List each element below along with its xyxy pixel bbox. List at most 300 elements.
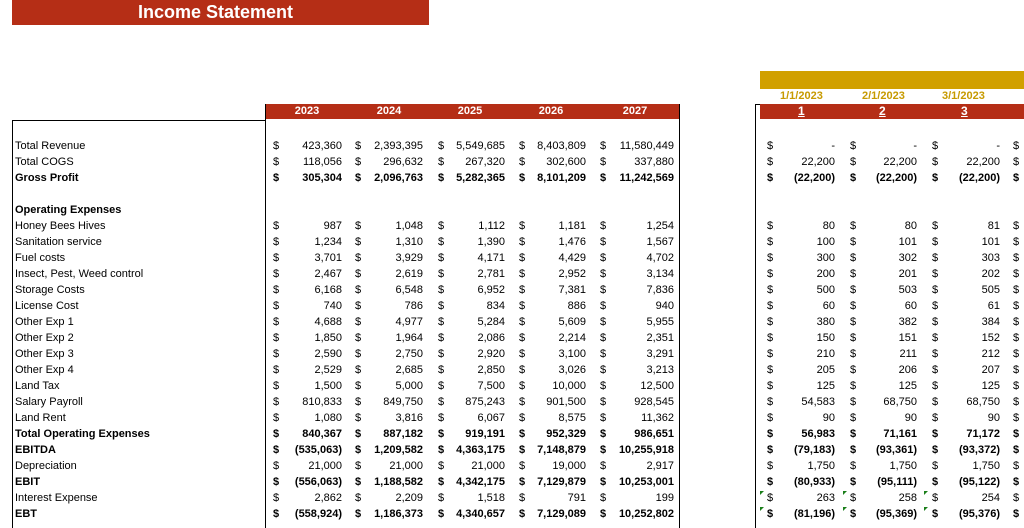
month-date-cell[interactable]: 1/1/2023 bbox=[780, 90, 823, 102]
annual-value-cell[interactable]: 791 bbox=[567, 492, 586, 504]
monthly-value-cell[interactable]: 22,200 bbox=[966, 156, 1000, 168]
annual-value-cell[interactable]: 6,168 bbox=[314, 284, 342, 296]
monthly-value-cell[interactable]: (22,200) bbox=[959, 172, 1000, 184]
annual-value-cell[interactable]: 1,964 bbox=[395, 332, 423, 344]
error-indicator-icon[interactable] bbox=[843, 491, 847, 495]
row-label[interactable]: Storage Costs bbox=[15, 284, 85, 296]
annual-value-cell[interactable]: 1,048 bbox=[395, 220, 423, 232]
annual-value-cell[interactable]: 10,253,001 bbox=[618, 476, 674, 488]
currency-symbol: $ bbox=[767, 364, 774, 376]
annual-value-cell[interactable]: 4,977 bbox=[395, 316, 423, 328]
annual-value-cell[interactable]: 810,833 bbox=[302, 396, 342, 408]
currency-symbol: $ bbox=[600, 364, 607, 376]
annual-value-cell[interactable]: (558,924) bbox=[294, 508, 342, 520]
currency-symbol: $ bbox=[273, 348, 280, 360]
monthly-value-cell[interactable]: 202 bbox=[981, 268, 1000, 280]
row-label[interactable]: License Cost bbox=[15, 300, 79, 312]
monthly-value-cell[interactable]: - bbox=[913, 140, 917, 152]
monthly-value-cell[interactable]: 380 bbox=[816, 316, 835, 328]
annual-value-cell[interactable]: 3,134 bbox=[646, 268, 674, 280]
annual-value-cell[interactable]: 423,360 bbox=[302, 140, 342, 152]
monthly-value-cell[interactable]: (80,933) bbox=[794, 476, 835, 488]
annual-value-cell[interactable]: 901,500 bbox=[546, 396, 586, 408]
monthly-value-cell[interactable]: - bbox=[831, 140, 835, 152]
annual-value-cell[interactable]: 834 bbox=[486, 300, 505, 312]
currency-symbol: $ bbox=[1013, 492, 1020, 504]
annual-value-cell[interactable]: 19,000 bbox=[552, 460, 586, 472]
annual-value-cell[interactable]: 305,304 bbox=[302, 172, 342, 184]
annual-value-cell[interactable]: 11,580,449 bbox=[619, 140, 674, 152]
monthly-value-cell[interactable]: 303 bbox=[981, 252, 1000, 264]
annual-value-cell[interactable]: 2,086 bbox=[477, 332, 505, 344]
year-header-cell[interactable]: 2024 bbox=[376, 105, 402, 117]
currency-symbol: $ bbox=[273, 252, 280, 264]
annual-value-cell[interactable]: 2,619 bbox=[395, 268, 423, 280]
monthly-value-cell[interactable]: (81,196) bbox=[794, 508, 835, 520]
month-number-cell[interactable]: 2 bbox=[879, 104, 886, 118]
row-label[interactable]: Total Operating Expenses bbox=[15, 428, 150, 440]
annual-value-cell[interactable]: 2,529 bbox=[314, 364, 342, 376]
monthly-value-cell[interactable]: 125 bbox=[898, 380, 917, 392]
annual-value-cell[interactable]: 1,254 bbox=[646, 220, 674, 232]
currency-symbol: $ bbox=[850, 508, 857, 520]
error-indicator-icon[interactable] bbox=[760, 491, 764, 495]
currency-symbol: $ bbox=[767, 460, 774, 472]
annual-value-cell[interactable]: 8,575 bbox=[558, 412, 586, 424]
annual-value-cell[interactable]: 2,781 bbox=[477, 268, 505, 280]
row-label[interactable]: Other Exp 3 bbox=[15, 348, 74, 360]
annual-value-cell[interactable]: 849,750 bbox=[383, 396, 423, 408]
annual-value-cell[interactable]: 8,101,209 bbox=[537, 172, 586, 184]
annual-value-cell[interactable]: 1,080 bbox=[314, 412, 342, 424]
row-label[interactable]: Operating Expenses bbox=[15, 204, 122, 216]
annual-value-cell[interactable]: 6,952 bbox=[477, 284, 505, 296]
monthly-value-cell[interactable]: 201 bbox=[898, 268, 917, 280]
error-indicator-icon[interactable] bbox=[843, 507, 847, 511]
annual-value-cell[interactable]: 2,862 bbox=[314, 492, 342, 504]
annual-value-cell[interactable]: (535,063) bbox=[294, 444, 342, 456]
currency-symbol: $ bbox=[519, 412, 526, 424]
currency-symbol: $ bbox=[850, 380, 857, 392]
monthly-value-cell[interactable]: 210 bbox=[816, 348, 835, 360]
annual-value-cell[interactable]: 1,567 bbox=[646, 236, 674, 248]
table-row bbox=[0, 394, 1024, 410]
annual-value-cell[interactable]: 6,067 bbox=[477, 412, 505, 424]
row-label[interactable]: Depreciation bbox=[15, 460, 77, 472]
currency-symbol: $ bbox=[355, 316, 362, 328]
monthly-value-cell[interactable]: 54,583 bbox=[801, 396, 835, 408]
annual-value-cell[interactable]: 5,549,685 bbox=[456, 140, 505, 152]
annual-value-cell[interactable]: 21,000 bbox=[389, 460, 423, 472]
row-label[interactable]: Insect, Pest, Weed control bbox=[15, 268, 144, 280]
currency-symbol: $ bbox=[850, 316, 857, 328]
annual-value-cell[interactable]: 2,750 bbox=[395, 348, 423, 360]
annual-value-cell[interactable]: 3,701 bbox=[314, 252, 342, 264]
currency-symbol: $ bbox=[519, 140, 526, 152]
annual-value-cell[interactable]: 4,342,175 bbox=[456, 476, 505, 488]
annual-value-cell[interactable]: 2,393,395 bbox=[374, 140, 423, 152]
monthly-value-cell[interactable]: 300 bbox=[816, 252, 835, 264]
monthly-value-cell[interactable]: (22,200) bbox=[876, 172, 917, 184]
annual-value-cell[interactable]: 118,056 bbox=[303, 156, 342, 168]
table-row bbox=[0, 298, 1024, 314]
currency-symbol: $ bbox=[273, 508, 280, 520]
month-number-cell[interactable]: 1 bbox=[798, 104, 805, 118]
monthly-value-cell[interactable]: - bbox=[996, 140, 1000, 152]
annual-value-cell[interactable]: 7,129,879 bbox=[537, 476, 586, 488]
annual-value-cell[interactable]: 1,518 bbox=[477, 492, 505, 504]
annual-value-cell[interactable]: 1,209,582 bbox=[374, 444, 423, 456]
currency-symbol: $ bbox=[519, 156, 526, 168]
currency-symbol: $ bbox=[438, 428, 445, 440]
currency-symbol: $ bbox=[767, 156, 774, 168]
currency-symbol: $ bbox=[355, 172, 362, 184]
currency-symbol: $ bbox=[1013, 348, 1020, 360]
monthly-value-cell[interactable]: 81 bbox=[987, 220, 1000, 232]
monthly-value-cell[interactable]: 90 bbox=[904, 412, 917, 424]
currency-symbol: $ bbox=[355, 508, 362, 520]
currency-symbol: $ bbox=[932, 508, 939, 520]
currency-symbol: $ bbox=[1013, 364, 1020, 376]
currency-symbol: $ bbox=[932, 332, 939, 344]
monthly-value-cell[interactable]: 258 bbox=[898, 492, 917, 504]
annual-value-cell[interactable]: 4,363,175 bbox=[456, 444, 505, 456]
currency-symbol: $ bbox=[850, 428, 857, 440]
annual-value-cell[interactable]: 1,850 bbox=[314, 332, 342, 344]
currency-symbol: $ bbox=[850, 268, 857, 280]
annual-value-cell[interactable]: 3,100 bbox=[558, 348, 586, 360]
row-label[interactable]: Honey Bees Hives bbox=[15, 220, 106, 232]
annual-value-cell[interactable]: 740 bbox=[323, 300, 342, 312]
annual-value-cell[interactable]: 296,632 bbox=[383, 156, 423, 168]
table-row bbox=[0, 282, 1024, 298]
annual-value-cell[interactable]: 7,500 bbox=[477, 380, 505, 392]
currency-symbol: $ bbox=[519, 492, 526, 504]
table-row bbox=[0, 474, 1024, 490]
annual-value-cell[interactable]: (556,063) bbox=[294, 476, 342, 488]
annual-value-cell[interactable]: 1,500 bbox=[314, 380, 342, 392]
annual-value-cell[interactable]: 7,148,879 bbox=[537, 444, 586, 456]
annual-value-cell[interactable]: 1,310 bbox=[395, 236, 423, 248]
monthly-value-cell[interactable]: 150 bbox=[816, 332, 835, 344]
currency-symbol: $ bbox=[932, 396, 939, 408]
currency-symbol: $ bbox=[273, 316, 280, 328]
annual-value-cell[interactable]: 1,112 bbox=[478, 220, 505, 232]
annual-value-cell[interactable]: 3,816 bbox=[395, 412, 423, 424]
annual-value-cell[interactable]: 6,548 bbox=[395, 284, 423, 296]
monthly-value-cell[interactable]: 211 bbox=[899, 348, 917, 360]
currency-symbol: $ bbox=[1013, 172, 1020, 184]
monthly-value-cell[interactable]: 56,983 bbox=[801, 428, 835, 440]
row-label[interactable]: Sanitation service bbox=[15, 236, 102, 248]
table-row bbox=[0, 202, 1024, 218]
currency-symbol: $ bbox=[767, 236, 774, 248]
currency-symbol: $ bbox=[355, 396, 362, 408]
monthly-value-cell[interactable]: 68,750 bbox=[966, 396, 1000, 408]
row-label[interactable]: Other Exp 4 bbox=[15, 364, 74, 376]
annual-value-cell[interactable]: 987 bbox=[323, 220, 342, 232]
currency-symbol: $ bbox=[355, 300, 362, 312]
currency-symbol: $ bbox=[273, 412, 280, 424]
currency-symbol: $ bbox=[850, 252, 857, 264]
annual-value-cell[interactable]: 337,880 bbox=[634, 156, 674, 168]
annual-value-cell[interactable]: 840,367 bbox=[302, 428, 342, 440]
monthly-value-cell[interactable]: 302 bbox=[898, 252, 917, 264]
monthly-value-cell[interactable]: 125 bbox=[816, 380, 835, 392]
monthly-value-cell[interactable]: 382 bbox=[898, 316, 917, 328]
monthly-value-cell[interactable]: 263 bbox=[816, 492, 835, 504]
annual-value-cell[interactable]: 4,688 bbox=[314, 316, 342, 328]
currency-symbol: $ bbox=[850, 284, 857, 296]
monthly-value-cell[interactable]: 503 bbox=[898, 284, 917, 296]
monthly-value-cell[interactable]: 205 bbox=[816, 364, 835, 376]
row-label[interactable]: Land Rent bbox=[15, 412, 66, 424]
row-label[interactable]: EBIT bbox=[15, 476, 41, 488]
monthly-value-cell[interactable]: 207 bbox=[981, 364, 1000, 376]
currency-symbol: $ bbox=[438, 492, 445, 504]
annual-value-cell[interactable]: 11,362 bbox=[641, 412, 674, 424]
currency-symbol: $ bbox=[438, 380, 445, 392]
currency-symbol: $ bbox=[273, 444, 280, 456]
table-row bbox=[0, 218, 1024, 234]
annual-value-cell[interactable]: 2,209 bbox=[395, 492, 423, 504]
currency-symbol: $ bbox=[1013, 156, 1020, 168]
error-indicator-icon[interactable] bbox=[924, 507, 928, 511]
row-label[interactable]: Salary Payroll bbox=[15, 396, 83, 408]
monthly-value-cell[interactable]: 22,200 bbox=[883, 156, 917, 168]
currency-symbol: $ bbox=[273, 236, 280, 248]
table-row bbox=[0, 250, 1024, 266]
currency-symbol: $ bbox=[519, 348, 526, 360]
annual-value-cell[interactable]: 5,609 bbox=[558, 316, 586, 328]
monthly-value-cell[interactable]: 151 bbox=[898, 332, 917, 344]
year-header-cell[interactable]: 2026 bbox=[538, 105, 564, 117]
annual-value-cell[interactable]: 10,255,918 bbox=[618, 444, 674, 456]
row-label[interactable]: Total COGS bbox=[15, 156, 74, 168]
monthly-value-cell[interactable]: 100 bbox=[816, 236, 835, 248]
month-date-cell[interactable]: 2/1/2023 bbox=[862, 90, 905, 102]
annual-value-cell[interactable]: 3,213 bbox=[646, 364, 674, 376]
monthly-value-cell[interactable]: 90 bbox=[822, 412, 835, 424]
annual-value-cell[interactable]: 5,000 bbox=[395, 380, 423, 392]
monthly-value-cell[interactable]: 80 bbox=[904, 220, 917, 232]
monthly-value-cell[interactable]: (79,183) bbox=[794, 444, 835, 456]
currency-symbol: $ bbox=[932, 428, 939, 440]
currency-symbol: $ bbox=[1013, 412, 1020, 424]
monthly-value-cell[interactable]: 90 bbox=[987, 412, 1000, 424]
monthly-value-cell[interactable]: 1,750 bbox=[807, 460, 835, 472]
monthly-value-cell[interactable]: 125 bbox=[981, 380, 1000, 392]
currency-symbol: $ bbox=[767, 380, 774, 392]
annual-value-cell[interactable]: 10,000 bbox=[552, 380, 586, 392]
row-label[interactable]: EBT bbox=[15, 508, 37, 520]
currency-symbol: $ bbox=[767, 348, 774, 360]
annual-value-cell[interactable]: 8,403,809 bbox=[537, 140, 586, 152]
currency-symbol: $ bbox=[355, 332, 362, 344]
annual-value-cell[interactable]: 7,381 bbox=[558, 284, 586, 296]
table-row bbox=[0, 506, 1024, 522]
currency-symbol: $ bbox=[850, 300, 857, 312]
annual-value-cell[interactable]: 928,545 bbox=[634, 396, 674, 408]
annual-value-cell[interactable]: 4,340,657 bbox=[456, 508, 505, 520]
monthly-header-band bbox=[760, 71, 1024, 89]
currency-symbol: $ bbox=[850, 332, 857, 344]
monthly-value-cell[interactable]: (95,369) bbox=[876, 508, 917, 520]
currency-symbol: $ bbox=[850, 220, 857, 232]
annual-value-cell[interactable]: 2,952 bbox=[558, 268, 586, 280]
currency-symbol: $ bbox=[850, 364, 857, 376]
row-label[interactable]: Interest Expense bbox=[15, 492, 98, 504]
error-indicator-icon[interactable] bbox=[924, 491, 928, 495]
monthly-value-cell[interactable]: (95,376) bbox=[959, 508, 1000, 520]
annual-value-cell[interactable]: 2,096,763 bbox=[374, 172, 423, 184]
currency-symbol: $ bbox=[438, 284, 445, 296]
annual-value-cell[interactable]: 2,917 bbox=[646, 460, 674, 472]
currency-symbol: $ bbox=[273, 332, 280, 344]
annual-value-cell[interactable]: 5,284 bbox=[477, 316, 505, 328]
monthly-value-cell[interactable]: (93,361) bbox=[876, 444, 917, 456]
income-statement-title: Income Statement bbox=[12, 0, 429, 25]
monthly-value-cell[interactable]: 1,750 bbox=[889, 460, 917, 472]
annual-value-cell[interactable]: 2,351 bbox=[646, 332, 674, 344]
annual-value-cell[interactable]: 2,590 bbox=[314, 348, 342, 360]
annual-value-cell[interactable]: 2,685 bbox=[395, 364, 423, 376]
annual-value-cell[interactable]: 1,181 bbox=[558, 220, 586, 232]
annual-value-cell[interactable]: 887,182 bbox=[383, 428, 423, 440]
currency-symbol: $ bbox=[767, 268, 774, 280]
annual-value-cell[interactable]: 3,291 bbox=[646, 348, 674, 360]
currency-symbol: $ bbox=[438, 268, 445, 280]
row-label[interactable]: Land Tax bbox=[15, 380, 60, 392]
error-indicator-icon[interactable] bbox=[760, 507, 764, 511]
monthly-value-cell[interactable]: (95,122) bbox=[959, 476, 1000, 488]
year-header-cell[interactable]: 2027 bbox=[622, 105, 648, 117]
annual-value-cell[interactable]: 5,282,365 bbox=[456, 172, 505, 184]
row-label[interactable]: Gross Profit bbox=[15, 172, 79, 184]
annual-value-cell[interactable]: 4,429 bbox=[558, 252, 586, 264]
monthly-value-cell[interactable]: 60 bbox=[904, 300, 917, 312]
annual-value-cell[interactable]: 786 bbox=[404, 300, 423, 312]
monthly-value-cell[interactable]: 200 bbox=[816, 268, 835, 280]
currency-symbol: $ bbox=[932, 268, 939, 280]
row-label[interactable]: Other Exp 1 bbox=[15, 316, 74, 328]
annual-value-cell[interactable]: 7,836 bbox=[646, 284, 674, 296]
currency-symbol: $ bbox=[273, 172, 280, 184]
monthly-value-cell[interactable]: 68,750 bbox=[883, 396, 917, 408]
monthly-value-cell[interactable]: 505 bbox=[981, 284, 1000, 296]
annual-value-cell[interactable]: 11,242,569 bbox=[619, 172, 674, 184]
month-date-cell[interactable]: 3/1/2023 bbox=[942, 90, 985, 102]
annual-value-cell[interactable]: 940 bbox=[655, 300, 674, 312]
currency-symbol: $ bbox=[932, 236, 939, 248]
annual-value-cell[interactable]: 2,214 bbox=[558, 332, 586, 344]
annual-value-cell[interactable]: 12,500 bbox=[640, 380, 674, 392]
annual-value-cell[interactable]: 986,651 bbox=[634, 428, 674, 440]
annual-value-cell[interactable]: 302,600 bbox=[546, 156, 586, 168]
monthly-value-cell[interactable]: 80 bbox=[822, 220, 835, 232]
monthly-value-cell[interactable]: 101 bbox=[898, 236, 917, 248]
currency-symbol: $ bbox=[355, 444, 362, 456]
currency-symbol: $ bbox=[850, 156, 857, 168]
year-header-cell[interactable]: 2023 bbox=[294, 105, 320, 117]
monthly-value-cell[interactable]: 60 bbox=[822, 300, 835, 312]
annual-value-cell[interactable]: 5,955 bbox=[646, 316, 674, 328]
currency-symbol: $ bbox=[767, 508, 774, 520]
monthly-value-cell[interactable]: 212 bbox=[981, 348, 1000, 360]
monthly-value-cell[interactable]: (22,200) bbox=[794, 172, 835, 184]
annual-value-cell[interactable]: 2,467 bbox=[314, 268, 342, 280]
row-label[interactable]: EBITDA bbox=[15, 444, 56, 456]
currency-symbol: $ bbox=[600, 492, 607, 504]
year-header-cell[interactable]: 2025 bbox=[457, 105, 483, 117]
annual-value-cell[interactable]: 1,476 bbox=[558, 236, 586, 248]
monthly-value-cell[interactable]: 254 bbox=[981, 492, 1000, 504]
currency-symbol: $ bbox=[438, 156, 445, 168]
currency-symbol: $ bbox=[438, 252, 445, 264]
currency-symbol: $ bbox=[438, 444, 445, 456]
monthly-value-cell[interactable]: 71,172 bbox=[966, 428, 1000, 440]
currency-symbol: $ bbox=[932, 300, 939, 312]
monthly-value-cell[interactable]: 71,161 bbox=[883, 428, 917, 440]
row-label[interactable]: Other Exp 2 bbox=[15, 332, 74, 344]
annual-value-cell[interactable]: 21,000 bbox=[471, 460, 505, 472]
annual-value-cell[interactable]: 3,026 bbox=[558, 364, 586, 376]
currency-symbol: $ bbox=[767, 300, 774, 312]
annual-value-cell[interactable]: 1,234 bbox=[314, 236, 342, 248]
currency-symbol: $ bbox=[355, 268, 362, 280]
monthly-value-cell[interactable]: 206 bbox=[898, 364, 917, 376]
annual-value-cell[interactable]: 1,186,373 bbox=[374, 508, 423, 520]
annual-value-cell[interactable]: 1,188,582 bbox=[374, 476, 423, 488]
monthly-value-cell[interactable]: 22,200 bbox=[801, 156, 835, 168]
annual-value-cell[interactable]: 4,702 bbox=[646, 252, 674, 264]
monthly-value-cell[interactable]: 500 bbox=[816, 284, 835, 296]
annual-value-cell[interactable]: 1,390 bbox=[477, 236, 505, 248]
annual-value-cell[interactable]: 21,000 bbox=[308, 460, 342, 472]
row-label[interactable]: Fuel costs bbox=[15, 252, 66, 264]
monthly-value-cell[interactable]: (95,111) bbox=[877, 476, 917, 488]
annual-value-cell[interactable]: 2,920 bbox=[477, 348, 505, 360]
table-row bbox=[0, 266, 1024, 282]
currency-symbol: $ bbox=[600, 332, 607, 344]
month-number-cell[interactable]: 3 bbox=[961, 104, 968, 118]
currency-symbol: $ bbox=[932, 316, 939, 328]
annual-value-cell[interactable]: 7,129,089 bbox=[537, 508, 586, 520]
monthly-value-cell[interactable]: 152 bbox=[981, 332, 1000, 344]
annual-value-cell[interactable]: 199 bbox=[655, 492, 674, 504]
monthly-value-cell[interactable]: 61 bbox=[987, 300, 1000, 312]
currency-symbol: $ bbox=[519, 236, 526, 248]
annual-value-cell[interactable]: 875,243 bbox=[465, 396, 505, 408]
annual-value-cell[interactable]: 10,252,802 bbox=[618, 508, 674, 520]
currency-symbol: $ bbox=[932, 252, 939, 264]
currency-symbol: $ bbox=[438, 412, 445, 424]
annual-value-cell[interactable]: 886 bbox=[567, 300, 586, 312]
annual-value-cell[interactable]: 919,191 bbox=[465, 428, 505, 440]
row-label[interactable]: Total Revenue bbox=[15, 140, 86, 152]
annual-value-cell[interactable]: 2,850 bbox=[477, 364, 505, 376]
annual-value-cell[interactable]: 267,320 bbox=[465, 156, 505, 168]
annual-value-cell[interactable]: 4,171 bbox=[477, 252, 505, 264]
monthly-value-cell[interactable]: 101 bbox=[981, 236, 1000, 248]
currency-symbol: $ bbox=[600, 396, 607, 408]
annual-value-cell[interactable]: 3,929 bbox=[395, 252, 423, 264]
monthly-value-cell[interactable]: 384 bbox=[981, 316, 1000, 328]
monthly-value-cell[interactable]: (93,372) bbox=[959, 444, 1000, 456]
currency-symbol: $ bbox=[932, 220, 939, 232]
monthly-value-cell[interactable]: 1,750 bbox=[972, 460, 1000, 472]
annual-value-cell[interactable]: 952,329 bbox=[546, 428, 586, 440]
